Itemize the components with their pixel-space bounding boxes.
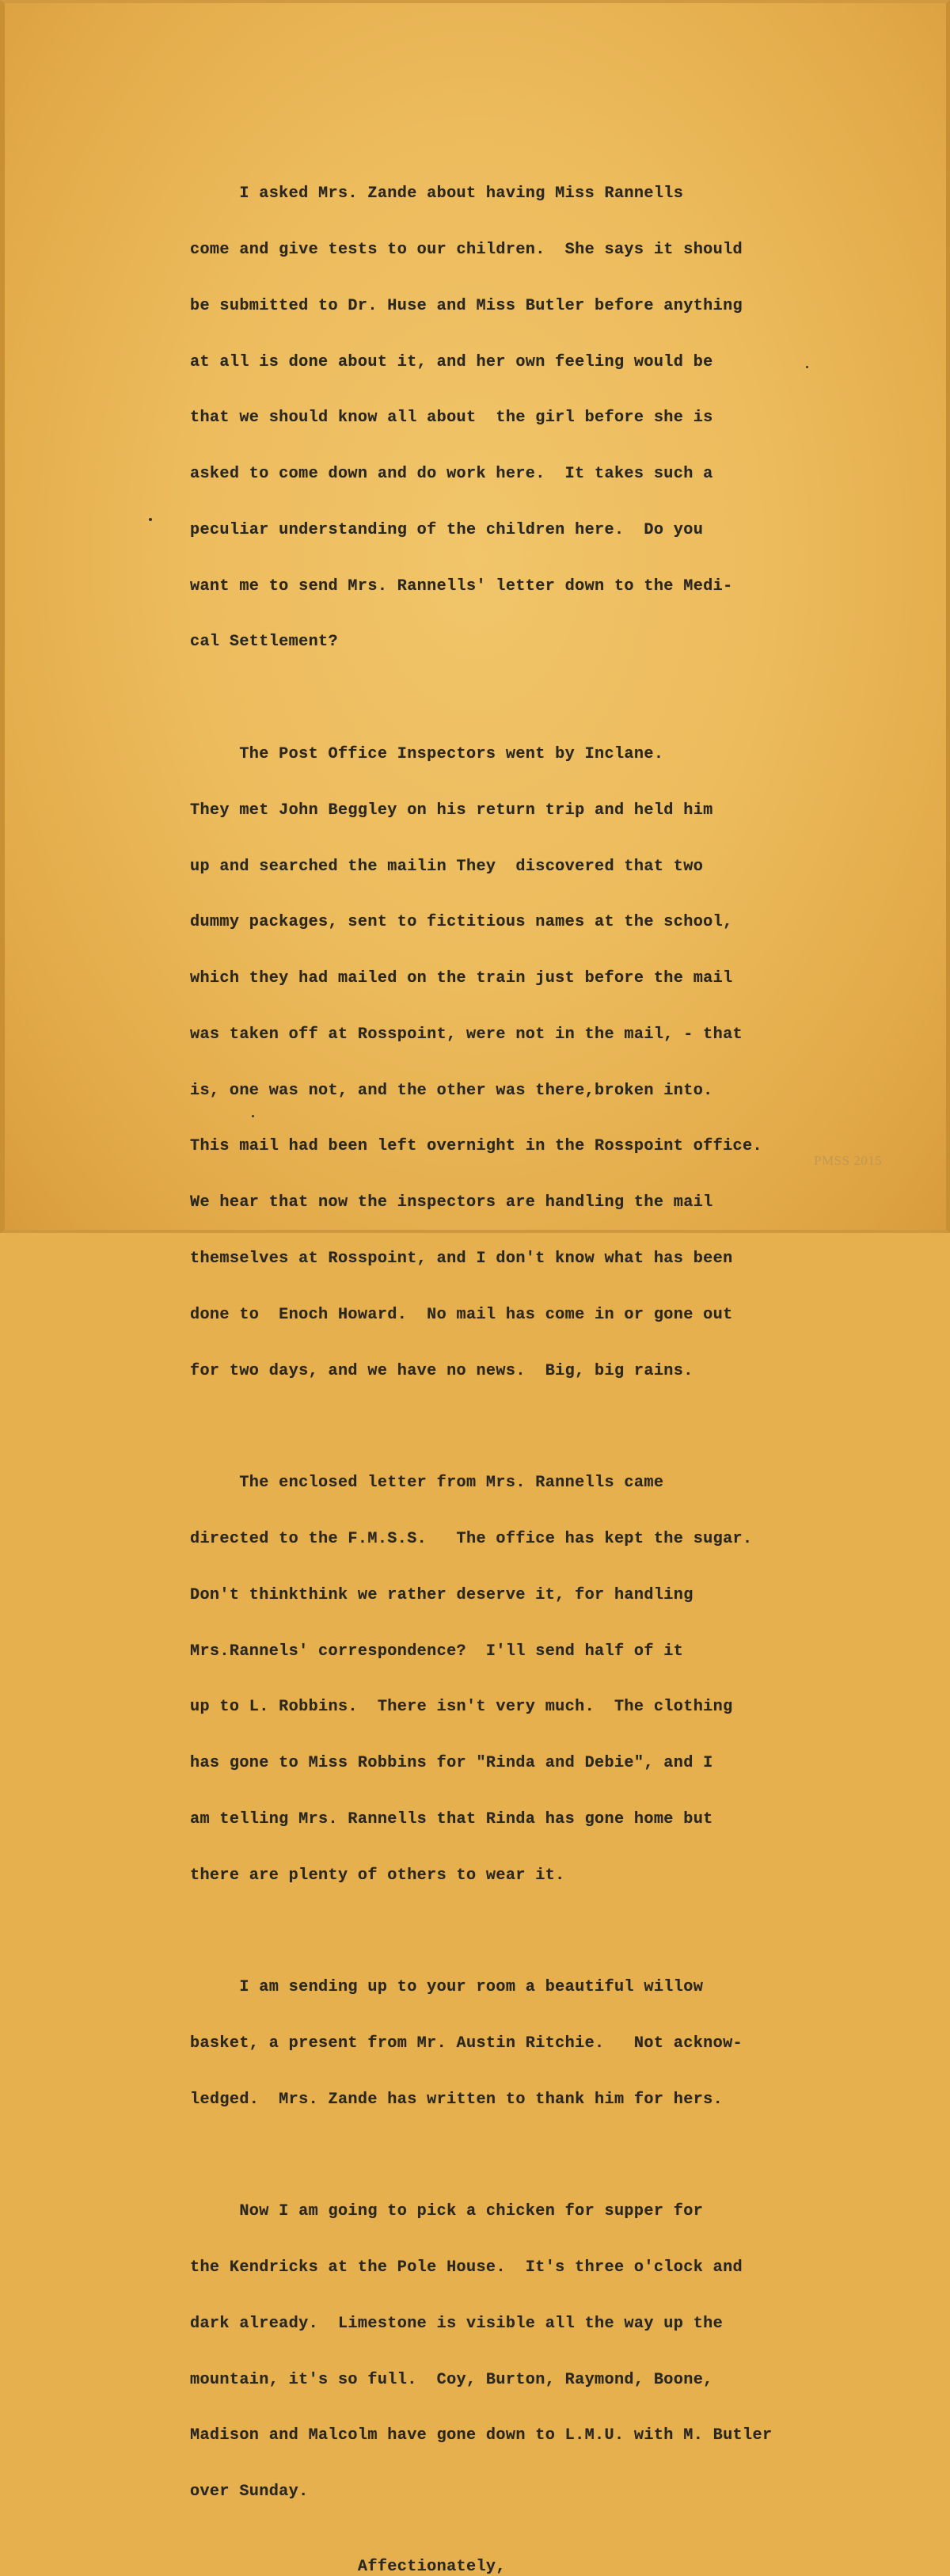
paragraph-line: The Post Office Inspectors went by Inclane. xyxy=(190,745,664,763)
paragraph-line: done to Enoch Howard. No mail has come in or gone out xyxy=(190,1305,733,1324)
paragraph-line: the Kendricks at the Pole House. It's three o'clock and xyxy=(190,2258,743,2277)
paragraph-line: dark already. Limestone is visible all the way up the xyxy=(190,2314,724,2333)
closing-signoff: Affectionately, xyxy=(190,2557,506,2576)
letter-body xyxy=(190,147,887,2576)
paragraph-line: I am sending up to your room a beautiful willow xyxy=(190,1978,704,1997)
paragraph-line: ledged. Mrs. Zande has written to thank him for hers. xyxy=(190,2090,724,2109)
paragraph-line: Madison and Malcolm have gone down to L.M.U. with M. Butler xyxy=(190,2426,773,2445)
paragraph-line: come and give tests to our children. She says it should xyxy=(190,240,743,259)
paragraph-line: Don't thinkthink we rather deserve it, for handling xyxy=(190,1585,694,1604)
paragraph-line: want me to send Mrs. Rannells' letter down to the Medi- xyxy=(190,576,733,595)
paragraph-3 xyxy=(190,1436,887,1922)
ink-speck xyxy=(252,1115,254,1117)
paragraph-line: peculiar understanding of the children here. Do you xyxy=(190,520,704,539)
paragraph-line: Mrs.Rannels' correspondence? I'll send half of it xyxy=(190,1642,684,1661)
paragraph-line: asked to come down and do work here. It takes such a xyxy=(190,465,713,484)
paragraph-line: has gone to Miss Robbins for "Rinda and Debie", and I xyxy=(190,1754,713,1773)
paragraph-1 xyxy=(190,147,887,689)
paragraph-line: I asked Mrs. Zande about having Miss Rannells xyxy=(190,185,684,204)
paragraph-line: for two days, and we have no news. Big, big rains. xyxy=(190,1361,694,1380)
paragraph-line: mountain, it's so full. Coy, Burton, Raymond, Boone, xyxy=(190,2370,713,2389)
paragraph-line: They met John Beggley on his return trip and held him xyxy=(190,801,713,820)
paragraph-line: cal Settlement? xyxy=(190,633,338,652)
paragraph-line: directed to the F.M.S.S. The office has kept the sugar. xyxy=(190,1529,753,1548)
paragraph-line: was taken off at Rosspoint, were not in the mail, - that xyxy=(190,1025,743,1044)
paragraph-4 xyxy=(190,1941,887,2147)
paragraph-line: at all is done about it, and her own feeling would be xyxy=(190,352,713,371)
paragraph-line: We hear that now the inspectors are handling the mail xyxy=(190,1193,713,1212)
paragraph-line: there are plenty of others to wear it. xyxy=(190,1866,565,1885)
paragraph-line: The enclosed letter from Mrs. Rannells came xyxy=(190,1474,664,1493)
paragraph-line: Now I am going to pick a chicken for supper for xyxy=(190,2202,704,2221)
paragraph-line: dummy packages, sent to fictitious names at the school, xyxy=(190,913,733,932)
paragraph-line: over Sunday. xyxy=(190,2483,309,2502)
archive-watermark: PMSS 2015 xyxy=(814,1153,883,1168)
paragraph-line: This mail had been left overnight in the Rosspoint office. xyxy=(190,1137,762,1156)
paragraph-line: am telling Mrs. Rannells that Rinda has gone home but xyxy=(190,1809,713,1828)
ink-speck xyxy=(806,366,808,368)
paragraph-line: up to L. Robbins. There isn't very much. The clothing xyxy=(190,1698,733,1717)
paragraph-line: be submitted to Dr. Huse and Miss Butler before anything xyxy=(190,296,743,315)
paragraph-line: up and searched the mailin They discovered that two xyxy=(190,857,704,876)
paragraph-2 xyxy=(190,708,887,1418)
paragraph-5 xyxy=(190,2165,887,2539)
paragraph-line: is, one was not, and the other was there,broken into. xyxy=(190,1081,713,1100)
paragraph-line: that we should know all about the girl before she is xyxy=(190,409,713,428)
ink-speck xyxy=(149,518,152,521)
paragraph-line: which they had mailed on the train just before the mail xyxy=(190,969,733,988)
paragraph-line: basket, a present from Mr. Austin Ritchie. Not acknow- xyxy=(190,2034,743,2053)
paragraph-line: themselves at Rosspoint, and I don't know what has been xyxy=(190,1250,733,1269)
